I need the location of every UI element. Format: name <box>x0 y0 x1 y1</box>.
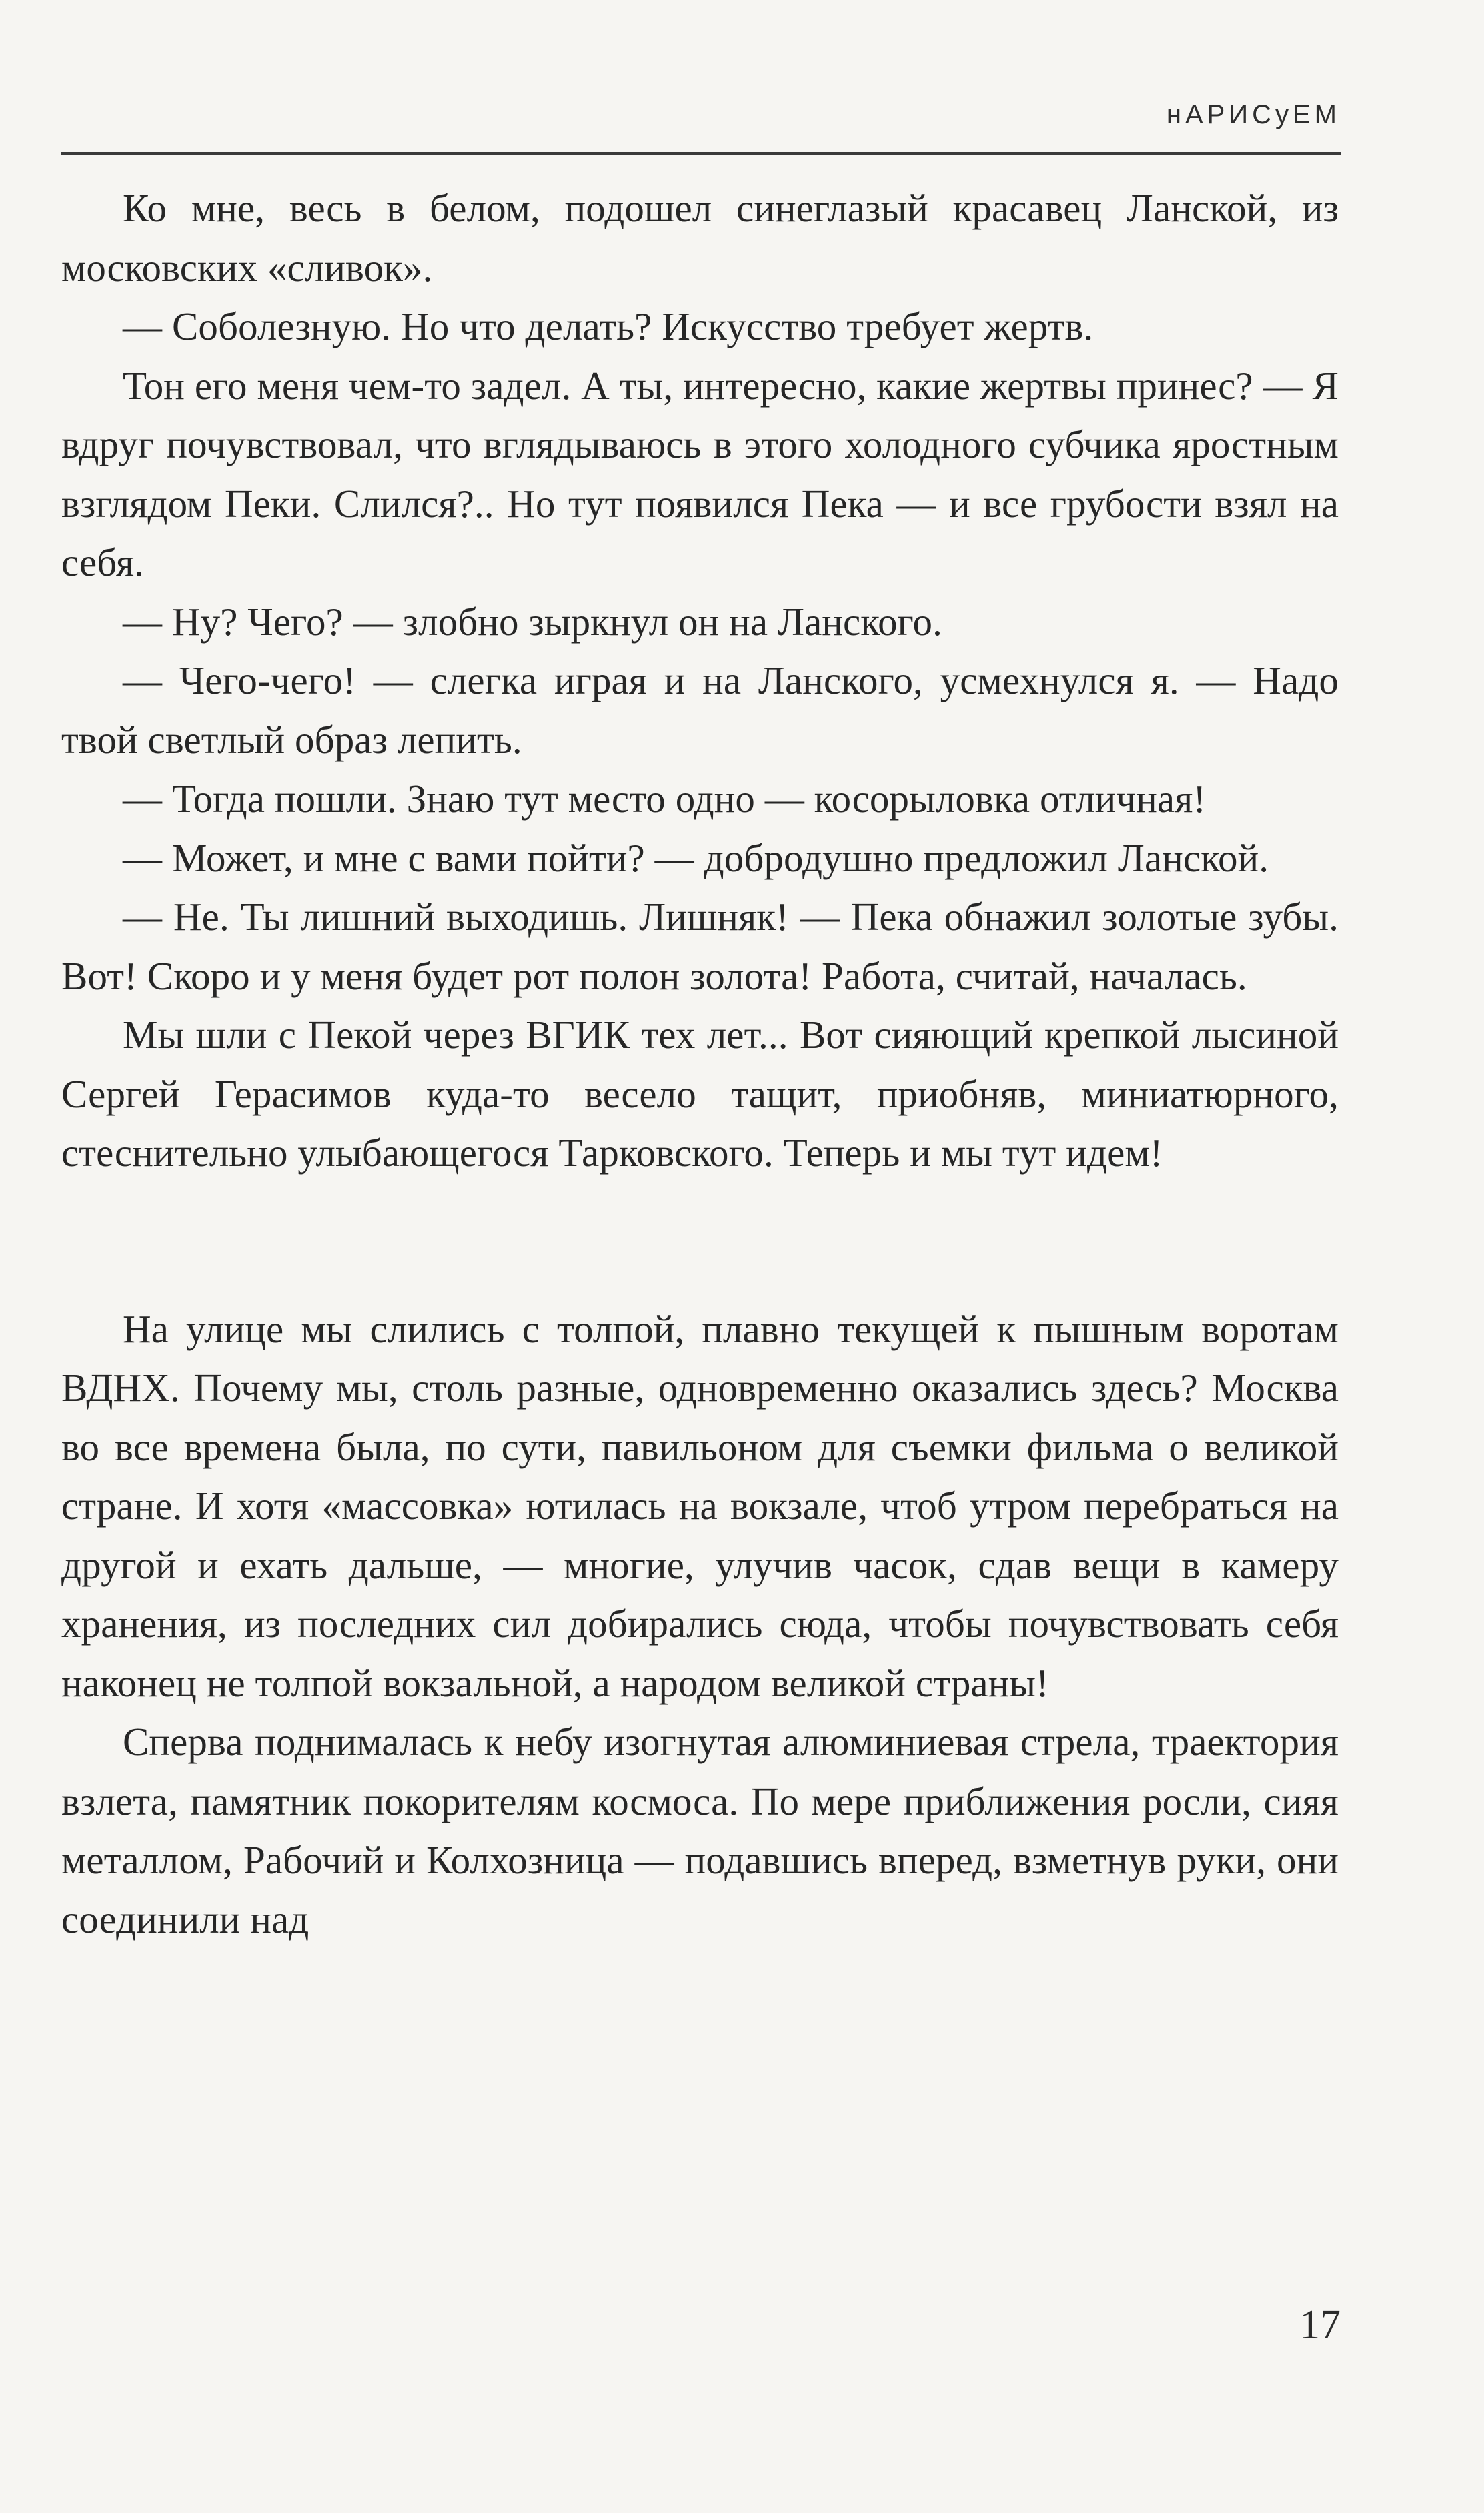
paragraph: — Тогда пошли. Знаю тут место одно — косорыловка отличная! <box>123 777 1207 821</box>
paragraph: — Не. Ты лишний выходишь. Лишняк! — Пека обнажил золотые зубы. Вот! Скоро и у меня будет рот полон золота! Работа, считай, началась. <box>61 895 1339 998</box>
paragraph: На улице мы слились с толпой, плавно текущей к пышным воротам ВДНХ. Почему мы, столь разные, одновременно оказались здесь? Москва во все времена была, по сути, павильоном для съемки фильма о великой стране. И хотя «массовка» ютилась на вокзале, чтоб утром перебраться на другой и ехать дальше, — многие, улучив часок, сдав вещи в камеру хранения, из последних сил добирались сюда, чтобы почувствовать себя наконец не толпой вокзальной, а народом великой страны! <box>61 1306 1339 1705</box>
section-break <box>61 1183 1339 1300</box>
page-number: 17 <box>1299 2302 1341 2348</box>
paragraph: — Ну? Чего? — злобно зыркнул он на Ланского. <box>123 599 942 644</box>
page-text <box>61 179 1339 1949</box>
running-head: нАРИСуЕМ <box>1166 100 1341 129</box>
paragraph: Мы шли с Пекой через ВГИК тех лет... Вот сияющий крепкой лысиной Сергей Герасимов куда-то весело тащит, приобняв, миниатюрного, стеснительно улыбающегося Тарковского. Теперь и мы тут идем! <box>61 1013 1339 1175</box>
paragraph: Ко мне, весь в белом, подошел синеглазый красавец Ланской, из московских «сливок». <box>61 186 1339 290</box>
header-rule <box>61 152 1341 155</box>
paragraph: — Может, и мне с вами пойти? — добродушно предложил Ланской. <box>123 835 1269 880</box>
paragraph: — Чего-чего! — слегка играя и на Ланского, усмехнулся я. — Надо твой светлый образ лепить. <box>61 658 1339 762</box>
paragraph: Тон его меня чем-то задел. А ты, интересно, какие жертвы принес? — Я вдруг почувствовал, что вглядываюсь в этого холодного субчика яростным взглядом Пеки. Слился?.. Но тут появился Пека — и все грубости взял на себя. <box>61 363 1339 584</box>
paragraph: — Соболезную. Но что делать? Искусство требует жертв. <box>123 304 1094 348</box>
paragraph: Сперва поднималась к небу изогнутая алюминиевая стрела, траектория взлета, памятник покорителям космоса. По мере приближения росли, сияя металлом, Рабочий и Колхозница — подавшись вперед, взметнув руки, они соединили над <box>61 1720 1339 1941</box>
